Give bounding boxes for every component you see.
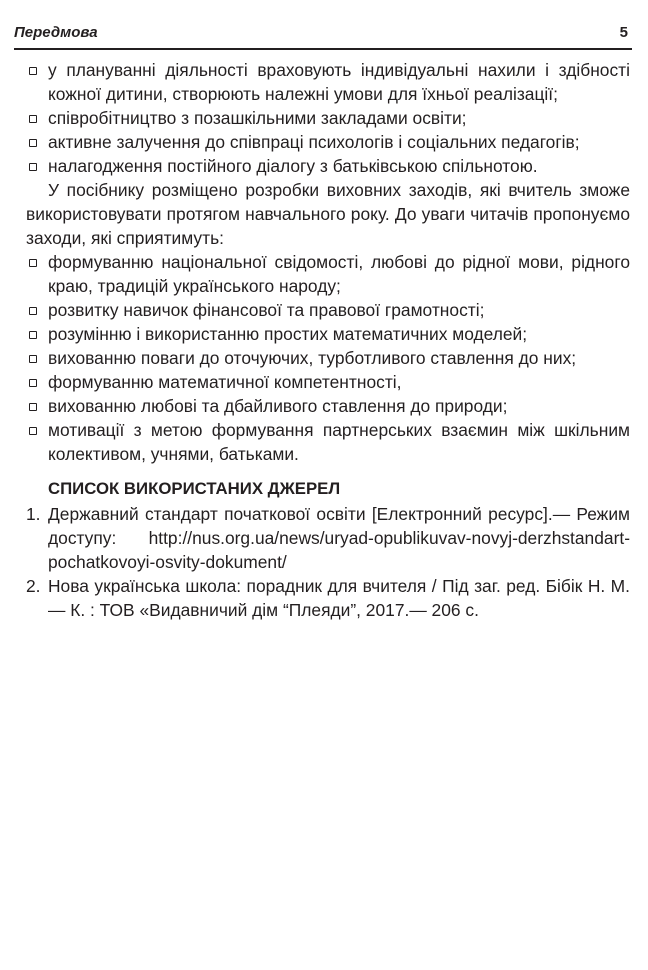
- running-title: Передмова: [14, 24, 98, 41]
- square-bullet-icon: [29, 259, 37, 267]
- square-bullet-icon: [29, 427, 37, 435]
- list-item-text: формуванню математичної компетентності,: [48, 372, 402, 392]
- section-heading: СПИСОК ВИКОРИСТАНИХ ДЖЕРЕЛ: [48, 479, 341, 498]
- list-item-text: у плануванні діяльності враховують індивідуальні нахили і здібності кожної дитини, створюють належні умови для їхньої реалізації;: [48, 60, 630, 104]
- page-body: [26, 58, 630, 622]
- bullet-list-approaches: [26, 58, 630, 178]
- bullet-list-activities: [26, 250, 630, 466]
- reference-item: [26, 574, 630, 622]
- list-item-text: активне залучення до співпраці психологів і соціальних педагогів;: [48, 132, 580, 152]
- body-paragraph: У посібнику розміщено розробки виховних заходів, які вчитель зможе використовувати протягом навчального року. До уваги читачів пропонуємо заходи, які сприятимуть:: [26, 180, 630, 248]
- list-item: [26, 106, 630, 130]
- list-item: [26, 346, 630, 370]
- list-item: [26, 394, 630, 418]
- list-item-text: вихованню любові та дбайливого ставлення до природи;: [48, 396, 508, 416]
- reference-number: 2.: [26, 576, 41, 596]
- list-item: [26, 370, 630, 394]
- square-bullet-icon: [29, 355, 37, 363]
- reference-number: 1.: [26, 504, 41, 524]
- square-bullet-icon: [29, 139, 37, 147]
- list-item: [26, 130, 630, 154]
- list-item-text: мотивації з метою формування партнерських взаємин між шкільним колективом, учнями, батьками.: [48, 420, 630, 464]
- list-item: [26, 58, 630, 106]
- list-item-text: розвитку навичок фінансової та правової грамотності;: [48, 300, 485, 320]
- square-bullet-icon: [29, 403, 37, 411]
- square-bullet-icon: [29, 379, 37, 387]
- reference-text: Державний стандарт початкової освіти [Електронний ресурс].— Режим доступу: http://nus.org.ua/news/uryad-opublikuvav-novyj-derzhstandart-pochatkovoyi-osvity-dokument/: [48, 504, 630, 572]
- list-item: [26, 322, 630, 346]
- reference-item: [26, 502, 630, 574]
- list-item: [26, 250, 630, 298]
- list-item-text: розумінню і використанню простих математичних моделей;: [48, 324, 528, 344]
- page-number: 5: [619, 24, 628, 41]
- square-bullet-icon: [29, 67, 37, 75]
- list-item-text: співробітництво з позашкільними закладами освіти;: [48, 108, 467, 128]
- square-bullet-icon: [29, 331, 37, 339]
- references-list: [26, 502, 630, 622]
- square-bullet-icon: [29, 115, 37, 123]
- reference-text: Нова українська школа: порадник для вчителя / Під заг. ред. Бібік Н. М.— К. : ТОВ «Видавничий дім “Плеяди”, 2017.— 206 с.: [48, 576, 630, 620]
- list-item: [26, 154, 630, 178]
- page-header: [14, 18, 632, 50]
- list-item-text: налагодження постійного діалогу з батьківською спільнотою.: [48, 156, 538, 176]
- list-item: [26, 418, 630, 466]
- square-bullet-icon: [29, 307, 37, 315]
- list-item-text: вихованню поваги до оточуючих, турботливого ставлення до них;: [48, 348, 577, 368]
- list-item-text: формуванню національної свідомості, любові до рідної мови, рідного краю, традицій українського народу;: [48, 252, 630, 296]
- list-item: [26, 298, 630, 322]
- square-bullet-icon: [29, 163, 37, 171]
